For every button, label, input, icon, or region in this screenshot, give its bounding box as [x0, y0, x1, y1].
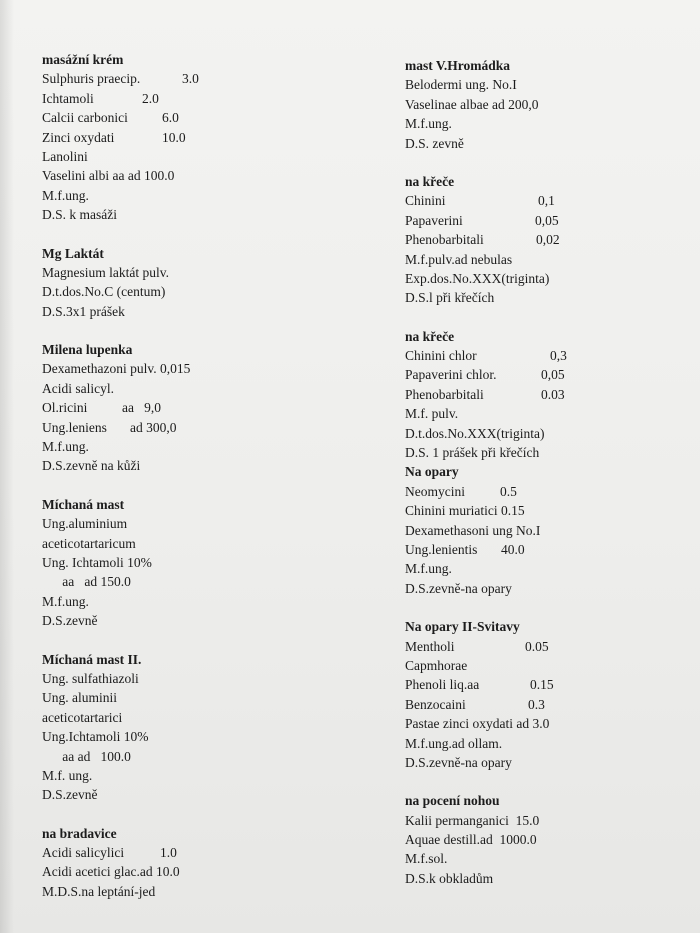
recipe-spacer: [405, 308, 695, 327]
recipe-spacer: [42, 225, 342, 244]
ingredient-text: Chinini: [405, 193, 446, 209]
ingredient-text: Phenoli liq.aa: [405, 677, 480, 693]
recipe-title: Na opary: [405, 464, 459, 480]
ingredient-line: [42, 69, 342, 88]
ingredient-amount: 0,05: [541, 367, 565, 383]
ingredient-text: M.f.sol.: [405, 851, 448, 867]
ingredient-amount: ad 300,0: [130, 419, 177, 435]
ingredient-line: [42, 727, 342, 746]
ingredient-line: [405, 211, 695, 230]
recipe-block: [405, 327, 695, 463]
ingredient-line: [42, 205, 342, 224]
ingredient-line: [42, 379, 342, 398]
ingredient-amount: 10.0: [162, 129, 186, 145]
ingredient-amount: 0.3: [528, 696, 545, 712]
ingredient-line: [42, 592, 342, 611]
ingredient-line: [405, 75, 695, 94]
recipe-block: [405, 56, 695, 153]
ingredient-line: [42, 398, 342, 417]
ingredient-line: [42, 282, 342, 301]
ingredient-line: [42, 514, 342, 533]
ingredient-line: [42, 708, 342, 727]
ingredient-text: Magnesium laktát pulv.: [42, 264, 169, 280]
ingredient-text: Ichtamoli: [42, 90, 94, 106]
ingredient-text: Neomycini: [405, 483, 465, 499]
ingredient-text: Capmhorae: [405, 657, 468, 673]
ingredient-line: [42, 572, 342, 591]
ingredient-text: M.f. pulv.: [405, 406, 459, 422]
ingredient-amount: 40.0: [501, 541, 525, 557]
ingredient-text: D.S.zevně na kůži: [42, 458, 141, 474]
ingredient-text: M.f.ung.: [42, 187, 89, 203]
ingredient-amount: aa 9,0: [122, 400, 161, 416]
ingredient-text: Aquae destill.ad 1000.0: [405, 832, 537, 848]
ingredient-line: [405, 443, 695, 462]
recipe-block: [42, 824, 342, 902]
ingredient-text: Acidi salicyl.: [42, 380, 114, 396]
recipe-spacer: [42, 631, 342, 650]
right-column: [405, 56, 695, 888]
ingredient-text: Sulphuris praecip.: [42, 71, 141, 87]
ingredient-text: D.S. k masáži: [42, 207, 117, 223]
ingredient-line: [42, 89, 342, 108]
ingredient-line: [405, 521, 695, 540]
recipe-title: masážní krém: [42, 52, 124, 67]
ingredient-line: [42, 418, 342, 437]
recipe-title: mast V.Hromádka: [405, 58, 511, 73]
ingredient-amount: 2.0: [142, 90, 159, 106]
ingredient-text: Ung.Ichtamoli 10%: [42, 729, 149, 745]
ingredient-text: Ung.aluminium: [42, 516, 128, 532]
ingredient-text: Phenobarbitali: [405, 232, 484, 248]
left-column: [42, 50, 342, 901]
ingredient-line: [405, 637, 695, 656]
recipe-block: [42, 340, 342, 476]
ingredient-text: Ol.ricini: [42, 400, 88, 416]
ingredient-line: [42, 862, 342, 881]
ingredient-line: [405, 95, 695, 114]
ingredient-text: D.S.k obkladům: [405, 870, 494, 886]
ingredient-text: M.f.ung.: [42, 593, 89, 609]
ingredient-line: [405, 114, 695, 133]
recipe-title: Milena lupenka: [42, 342, 133, 358]
ingredient-line: [42, 263, 342, 282]
ingredient-text: Papaverini: [405, 212, 463, 228]
ingredient-text: aceticotartarici: [42, 709, 123, 725]
recipe-title: Mg Laktát: [42, 245, 104, 261]
ingredient-amount: 0.15: [530, 677, 554, 693]
ingredient-text: Ung. aluminii: [42, 690, 117, 706]
ingredient-text: Kalii permanganici 15.0: [405, 812, 540, 828]
ingredient-line: [405, 482, 695, 501]
recipe-title: Míchaná mast: [42, 496, 125, 512]
ingredient-text: M.D.S.na leptání-jed: [42, 883, 156, 899]
ingredient-text: D.S.zevně-na opary: [405, 754, 512, 770]
ingredient-line: [42, 437, 342, 456]
recipe-title: na pocení nohou: [405, 793, 500, 809]
recipe-block: [42, 50, 342, 225]
ingredient-text: Belodermi ung. No.I: [405, 77, 517, 93]
ingredient-amount: 3.0: [182, 71, 199, 87]
ingredient-text: D.S.zevně: [42, 613, 98, 629]
ingredient-text: Phenobarbitali: [405, 386, 484, 402]
ingredient-line: [405, 579, 695, 598]
ingredient-line: [405, 501, 695, 520]
ingredient-line: [42, 359, 342, 378]
ingredient-text: M.f.pulv.ad nebulas: [405, 251, 513, 267]
recipe-spacer: [405, 772, 695, 791]
ingredient-amount: 0.03: [541, 386, 565, 402]
ingredient-text: aceticotartaricum: [42, 535, 136, 551]
recipe-block: [405, 462, 695, 598]
ingredient-line: [405, 540, 695, 559]
ingredient-text: Ung. sulfathiazoli: [42, 670, 139, 686]
recipe-spacer: [42, 805, 342, 824]
ingredient-line: [405, 365, 695, 384]
recipe-block: [42, 495, 342, 631]
ingredient-text: Mentholi: [405, 638, 455, 654]
ingredient-amount: 0,1: [538, 193, 555, 209]
ingredient-amount: 0.05: [525, 638, 549, 654]
ingredient-line: [405, 346, 695, 365]
recipe-spacer: [405, 153, 695, 172]
ingredient-text: Pastae zinci oxydati ad 3.0: [405, 716, 550, 732]
ingredient-amount: 0,3: [550, 348, 567, 364]
ingredient-text: D.S.zevně: [42, 787, 98, 803]
recipe-spacer: [405, 598, 695, 617]
recipe-title: na bradavice: [42, 825, 117, 841]
ingredient-text: Acidi acetici glac.ad 10.0: [42, 864, 180, 880]
ingredient-text: Zinci oxydati: [42, 129, 115, 145]
ingredient-text: Ung.lenientis: [405, 541, 478, 557]
ingredient-line: [42, 843, 342, 862]
ingredient-line: [405, 734, 695, 753]
ingredient-amount: 1.0: [160, 845, 177, 861]
ingredient-line: [42, 456, 342, 475]
ingredient-amount: 6.0: [162, 110, 179, 126]
ingredient-line: [405, 849, 695, 868]
ingredient-amount: 0.5: [500, 483, 517, 499]
ingredient-text: Acidi salicylici: [42, 845, 125, 861]
ingredient-text: Exp.dos.No.XXX(triginta): [405, 270, 550, 286]
recipe-block: [405, 617, 695, 772]
ingredient-line: [405, 404, 695, 423]
ingredient-line: [405, 191, 695, 210]
ingredient-text: Vaselini albi aa ad 100.0: [42, 168, 175, 184]
ingredient-text: Dexamethazoni pulv. 0,015: [42, 361, 191, 377]
ingredient-text: Ung.leniens: [42, 419, 107, 435]
ingredient-text: D.S.l při křečích: [405, 290, 495, 306]
ingredient-line: [405, 675, 695, 694]
ingredient-text: M.f.ung.: [42, 439, 89, 455]
ingredient-line: [42, 166, 342, 185]
ingredient-line: [42, 688, 342, 707]
ingredient-line: [405, 424, 695, 443]
ingredient-line: [42, 766, 342, 785]
ingredient-text: Vaselinae albae ad 200,0: [405, 96, 539, 112]
ingredient-line: [405, 811, 695, 830]
recipe-block: [405, 791, 695, 888]
ingredient-line: [42, 611, 342, 630]
ingredient-text: M.f.ung.ad ollam.: [405, 735, 503, 751]
ingredient-line: [42, 882, 342, 901]
ingredient-text: D.S.3x1 prášek: [42, 303, 125, 319]
ingredient-line: [42, 669, 342, 688]
recipe-spacer: [42, 476, 342, 495]
recipe-spacer: [42, 321, 342, 340]
ingredient-text: Lanolini: [42, 148, 88, 164]
recipe-title: Na opary II-Svitavy: [405, 619, 520, 635]
recipe-title: Míchaná mast II.: [42, 651, 142, 667]
ingredient-line: [405, 869, 695, 888]
ingredient-text: D.S. 1 prášek při křečích: [405, 445, 540, 461]
ingredient-text: D.t.dos.No.C (centum): [42, 284, 166, 300]
ingredient-line: [405, 230, 695, 249]
ingredient-line: [42, 785, 342, 804]
ingredient-text: Dexamethasoni ung No.I: [405, 522, 541, 538]
ingredient-line: [42, 108, 342, 127]
ingredient-line: [42, 747, 342, 766]
ingredient-amount: 0,05: [535, 212, 559, 228]
ingredient-line: [405, 385, 695, 404]
ingredient-text: M.f.ung.: [405, 116, 452, 132]
ingredient-text: M.f. ung.: [42, 767, 93, 783]
ingredient-text: aa ad 150.0: [42, 574, 131, 590]
ingredient-line: [42, 147, 342, 166]
ingredient-amount: 0,02: [536, 232, 560, 248]
ingredient-text: Calcii carbonici: [42, 110, 128, 126]
recipe-block: [42, 650, 342, 805]
ingredient-line: [405, 830, 695, 849]
recipe-title: na křeče: [405, 328, 455, 344]
ingredient-text: M.f.ung.: [405, 561, 452, 577]
ingredient-line: [405, 695, 695, 714]
ingredient-line: [405, 714, 695, 733]
ingredient-line: [42, 128, 342, 147]
ingredient-line: [42, 553, 342, 572]
ingredient-text: D.S. zevně: [405, 135, 464, 151]
ingredient-text: Papaverini chlor.: [405, 367, 497, 383]
ingredient-line: [405, 753, 695, 772]
ingredient-text: D.S.zevně-na opary: [405, 580, 512, 596]
ingredient-text: Ung. Ichtamoli 10%: [42, 554, 152, 570]
recipe-block: [42, 244, 342, 322]
ingredient-line: [42, 534, 342, 553]
ingredient-text: Benzocaini: [405, 696, 466, 712]
ingredient-line: [42, 302, 342, 321]
ingredient-text: Chinini chlor: [405, 348, 477, 364]
recipe-title: na křeče: [405, 173, 455, 189]
ingredient-line: [405, 559, 695, 578]
ingredient-text: D.t.dos.No.XXX(triginta): [405, 425, 545, 441]
ingredient-line: [405, 288, 695, 307]
ingredient-line: [405, 269, 695, 288]
ingredient-text: aa ad 100.0: [42, 748, 131, 764]
ingredient-line: [405, 250, 695, 269]
ingredient-text: Chinini muriatici 0.15: [405, 503, 525, 519]
ingredient-line: [405, 134, 695, 153]
ingredient-line: [42, 186, 342, 205]
recipe-block: [405, 172, 695, 308]
ingredient-line: [405, 656, 695, 675]
